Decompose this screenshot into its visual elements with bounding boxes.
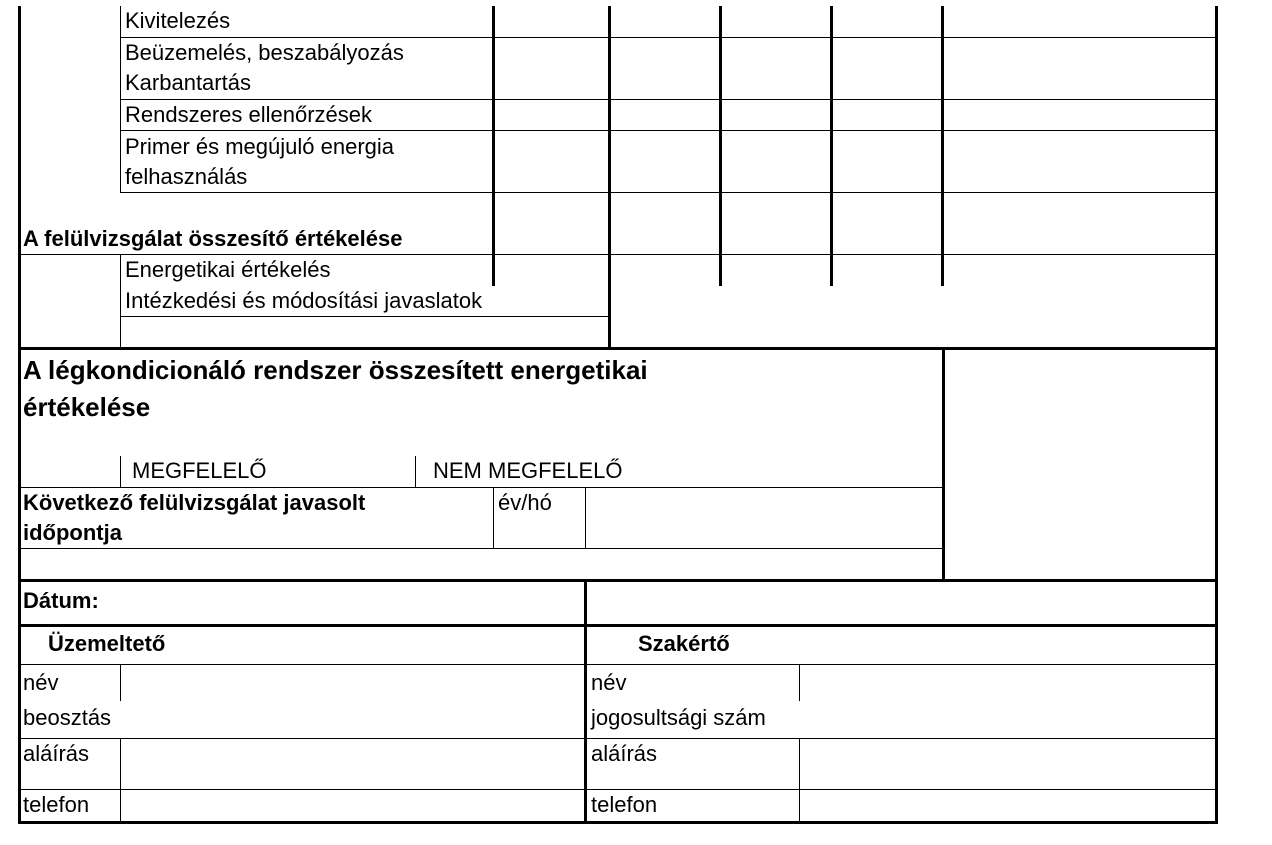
- signature-middle-divider: [584, 579, 587, 824]
- row-line: [20, 738, 1217, 739]
- option-megfelelo[interactable]: MEGFELELŐ: [132, 458, 267, 483]
- operator-phone-label: telefon: [23, 792, 90, 817]
- col-divider-5: [941, 6, 944, 286]
- expert-phone-label: telefon: [591, 792, 658, 817]
- date-label: Dátum:: [23, 588, 99, 613]
- assessment-title-line2: értékelése: [23, 392, 151, 422]
- option-divider-2: [415, 456, 416, 487]
- outer-right-border: [1215, 6, 1218, 824]
- summary-heading: A felülvizsgálat összesítő értékelése: [23, 226, 403, 251]
- operator-name-label: név: [23, 670, 59, 695]
- row-line: [120, 37, 1217, 38]
- label-column-divider-2: [120, 254, 121, 348]
- row-line: [120, 130, 1217, 131]
- operator-name-field[interactable]: [122, 666, 582, 700]
- row-line: [20, 664, 1217, 665]
- option-nem-megfelelo[interactable]: NEM MEGFELELŐ: [433, 458, 623, 483]
- next-review-label-line1: Következő felülvizsgálat javasolt: [23, 490, 366, 515]
- section-separator: [18, 579, 1218, 582]
- operator-position-label: beosztás: [23, 705, 112, 730]
- col-divider-2: [608, 6, 611, 348]
- section-separator: [18, 624, 1218, 627]
- row-line: [20, 254, 1217, 255]
- next-review-label-line2: időpontja: [23, 520, 122, 545]
- date-field[interactable]: [589, 583, 1214, 623]
- next-review-divider-1: [493, 487, 494, 548]
- outer-left-border: [18, 6, 21, 824]
- operator-signature-label: aláírás: [23, 741, 90, 766]
- expert-name-label: név: [591, 670, 627, 695]
- expert-name-field[interactable]: [801, 666, 1213, 700]
- checklist-row-beuzemeles: Beüzemelés, beszabályozás: [125, 40, 404, 65]
- operator-label-divider-2: [120, 738, 121, 822]
- section-separator: [18, 347, 1218, 350]
- col-divider-3: [719, 6, 722, 286]
- operator-phone-field[interactable]: [122, 791, 582, 820]
- operator-signature-field[interactable]: [122, 740, 582, 788]
- assessment-title-line1: A légkondicionáló rendszer összesített energetikai: [23, 355, 648, 385]
- checklist-row-karbantartas: Karbantartás: [125, 70, 251, 95]
- col-divider-4: [830, 6, 833, 286]
- expert-license-label: jogosultsági szám: [591, 705, 766, 730]
- row-line: [120, 99, 1217, 100]
- row-line: [120, 316, 610, 317]
- checklist-row-ellenorzesek: Rendszeres ellenőrzések: [125, 102, 373, 127]
- expert-signature-label: aláírás: [591, 741, 658, 766]
- checklist-row-felhasznalas: felhasználás: [125, 164, 248, 189]
- summary-row-javaslatok: Intézkedési és módosítási javaslatok: [125, 288, 483, 313]
- expert-phone-field[interactable]: [801, 791, 1213, 820]
- operator-heading: Üzemeltető: [48, 631, 166, 656]
- row-line: [20, 487, 942, 488]
- row-line: [20, 789, 1217, 790]
- next-review-unit: év/hó: [498, 490, 552, 515]
- row-line: [120, 192, 1217, 193]
- next-review-divider-2: [585, 487, 586, 548]
- col-divider-1: [492, 6, 495, 286]
- option-divider-3: [942, 456, 943, 487]
- assessment-result-field[interactable]: [946, 351, 1214, 578]
- expert-label-divider: [799, 664, 800, 701]
- expert-signature-field[interactable]: [801, 740, 1213, 788]
- summary-row-energetikai: Energetikai értékelés: [125, 257, 331, 282]
- row-line: [20, 548, 942, 549]
- expert-heading: Szakértő: [638, 631, 730, 656]
- checklist-row-energia: Primer és megújuló energia: [125, 134, 395, 159]
- bottom-border: [18, 821, 1218, 824]
- next-review-date-field[interactable]: [587, 489, 941, 547]
- operator-label-divider: [120, 664, 121, 701]
- option-divider-1: [120, 456, 121, 487]
- checklist-row-kivitelezes: Kivitelezés: [125, 8, 231, 33]
- expert-label-divider-2: [799, 738, 800, 822]
